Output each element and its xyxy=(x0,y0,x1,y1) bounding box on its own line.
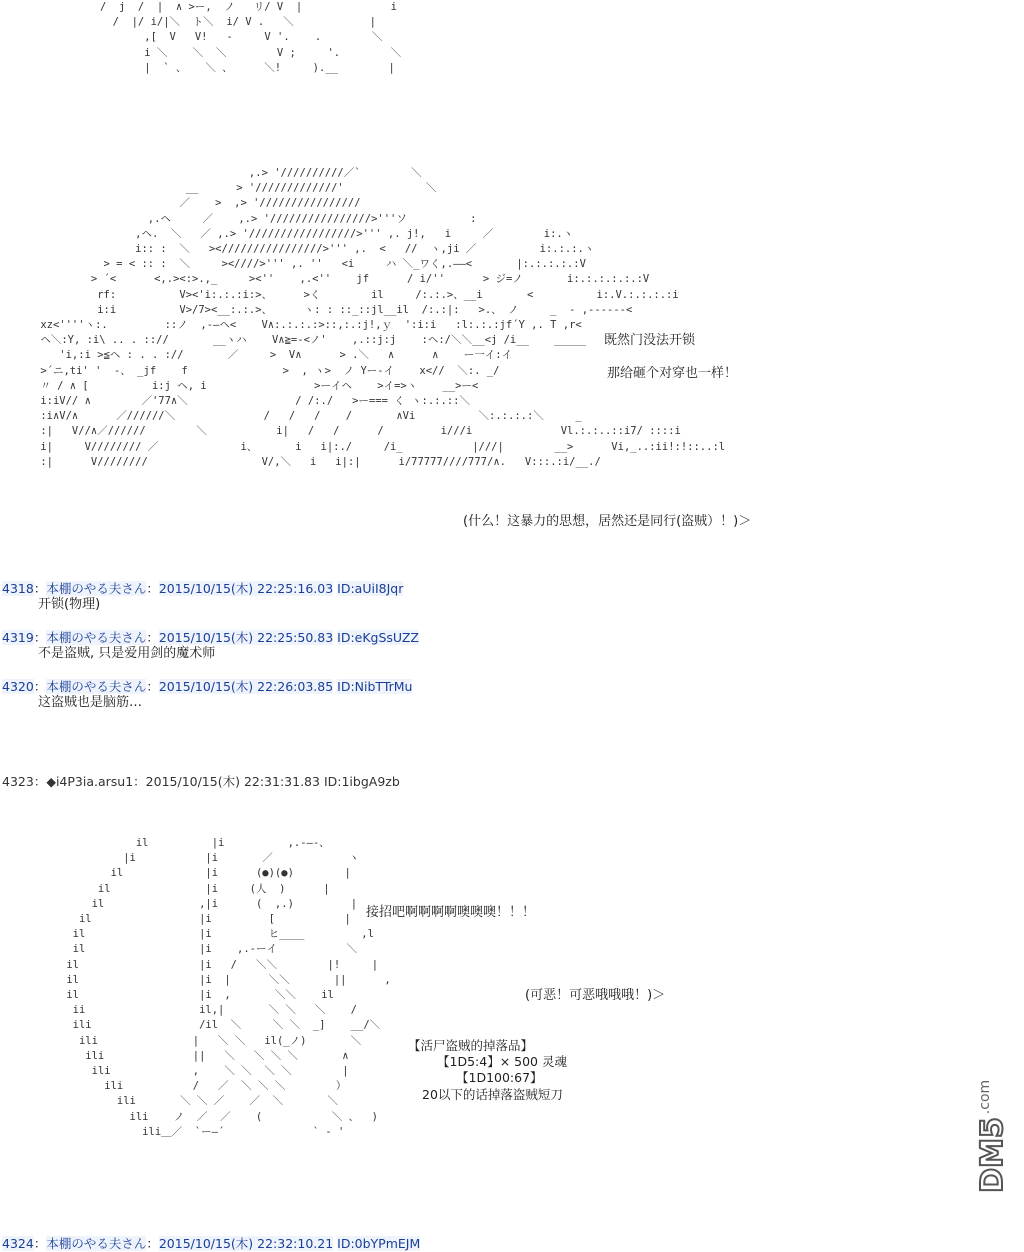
post-separator: ： xyxy=(33,679,47,694)
post-separator: ： xyxy=(146,1236,159,1251)
svg-text:.com: .com xyxy=(977,1080,993,1115)
post-number[interactable]: 4320 xyxy=(2,679,34,694)
post-header-4318 xyxy=(2,581,403,597)
post-number[interactable]: 4318 xyxy=(2,581,34,596)
loot-roll-souls: 【1D5:4】× 500 灵魂 xyxy=(437,1054,567,1069)
post-date: 2015/10/15(木) 22:25:50.83 xyxy=(158,630,334,645)
post-header-4319 xyxy=(2,630,419,646)
post-separator: ： xyxy=(146,679,159,694)
post-id[interactable]: ID:1ibgA9zb xyxy=(323,774,400,789)
post-number[interactable]: 4324 xyxy=(2,1236,34,1251)
post-number[interactable]: 4319 xyxy=(2,630,34,645)
post-date: 2015/10/15(木) 22:32:10.21 xyxy=(158,1236,334,1251)
post-separator: ： xyxy=(146,581,159,596)
post-separator: ： xyxy=(33,581,47,596)
loot-roll-d100: 【1D100:67】 xyxy=(456,1070,543,1085)
post-name: 本棚のやる夫さん xyxy=(46,581,147,596)
post-id[interactable]: ID:NibTTrMu xyxy=(337,679,413,694)
post-name: 本棚のやる夫さん xyxy=(46,1236,147,1251)
post-separator: ： xyxy=(33,630,47,645)
post-separator: ： xyxy=(133,774,146,789)
post-header-4320 xyxy=(2,679,412,695)
svg-text:DM5: DM5 xyxy=(975,1117,1010,1193)
post-date: 2015/10/15(木) 22:31:31.83 xyxy=(145,774,320,789)
post-body-4319: 不是盗贼, 只是爱用剑的魔术师 xyxy=(38,646,216,661)
post-header-4324 xyxy=(2,1236,420,1252)
post-body-4318: 开锁(物理) xyxy=(38,597,101,612)
caption-reply: (可恶！可恶哦哦哦！)＞ xyxy=(525,988,666,1003)
post-name: 本棚のやる夫さん xyxy=(46,630,147,645)
post-separator: ： xyxy=(146,630,159,645)
caption-shout: 接招吧啊啊啊啊噢噢噢！！！ xyxy=(366,905,536,920)
caption-thought: (什么！这暴力的思想，居然还是同行(盗贼）！)＞ xyxy=(463,514,752,529)
ascii-art-top: / j / | ∧ >ー, ノ リ/ V | i / |/ i/|＼ ト＼ i/ V . ＼ | ,[ V V! ‐ V '. . ＼ i ＼ ＼ ＼ V ; '. ＼ | ` 、 ＼ 、 ＼! ).__ | xyxy=(100,1,402,74)
post-body-4320: 这盗贼也是脑筋… xyxy=(38,695,143,710)
post-id[interactable]: ID:0bYPmEJM xyxy=(337,1236,421,1251)
loot-rule: 20以下的话掉落盗贼短刀 xyxy=(422,1087,563,1102)
post-separator: ： xyxy=(33,774,47,789)
post-id[interactable]: ID:eKgSsUZZ xyxy=(337,630,419,645)
post-separator: ： xyxy=(33,1236,47,1251)
caption-line2: 那给砸个对穿也一样！ xyxy=(607,366,738,381)
dm5-watermark-logo xyxy=(972,1080,1012,1230)
post-number[interactable]: 4323 xyxy=(2,774,34,789)
post-id[interactable]: ID:aUiI8Jqr xyxy=(337,581,404,596)
post-date: 2015/10/15(木) 22:26:03.85 xyxy=(158,679,334,694)
post-date: 2015/10/15(木) 22:25:16.03 xyxy=(158,581,334,596)
ascii-art-bottom: il |i ,.-―-、 |i |i ／ ヽ il |i (●)(●) | il |i (人 ) | il ,|i ( ,.) | il |i [ | il |i ヒ____ ,l il |i ,.-ーイ ＼ il |i / ＼＼ |! | il |i | ＼＼ || , il |i , ＼＼ il ii il,| ＼ ＼ ＼ / ili /il ＼ ＼ ＼ _] __/＼ ili | ＼ ＼ il(_ノ) ＼ ili || ＼ ＼ ＼ ＼ ∧ ili , ＼ ＼ ＼ ＼ | ili / ／ ＼ ＼ ＼ ） ili ＼ ＼ ／ ／ ＼ ＼ ili ノ ／ ／ ( ＼ 、 ) ili＿／ `ー―´ ` ‐ ' xyxy=(66,837,391,1138)
ascii-art-middle: ,.> '//////////／` ＼ __ > '/////////////' ＼ ／ > ,> '//////////////// ,.ヘ ／ ,.> '////////////////>'''ソ : ,ヘ. ＼ ／ ,.> '/////////////////>''' ,. j!, i ／ i:.ヽ i:: : ＼ ><////////////////>''' ,. < // ヽ,ji ／ i:.:.:.ヽ > = < :: : ＼ ><////>''' ,. '' <i ハ ＼_ワく,.――< |:.:.:.:.:V > ´< <,.><:>.,_ ><'' ,.<'' jf / i/'' > ジ=ノ i:.:.:.:.:.:V rf: V><'i:.:.:i:>、 >く il /:.:.>、__i < i:.V.:.:.:.:i i:i V>/7><__:.:.>、 ヽ: : ::_::jl__il /:.:|: >.、 ノ _ - ,------< xz<''''ヽ:. ::ノ ,-―ヘ< V∧:.:.:.:>::,:.:j!,ｙ ':i:i :l:.:.:jf´Y ,. T ,r< ヘ＼:Y, :i\ .. . ::// __ヽハ V∧≧=-<ノ' ,.::j:j :ヘ:/＼＼__<j /i__ _____ 'i,:i >≦ヘ : . . :// ／ > V∧ > .＼ ∧ ∧ ー一イ:イ >´ニ,ti' ' ‐、 _jf f > , ヽ> ノ Yー-イ x<// ＼:. _/ 〃 / ∧ [ i:j ヘ, i >ーイヘ >イ=>ヽ __>ー< i:iV// ∧ ／'77∧＼ / /:./ >ー=== く ヽ:.:.::＼ :i∧V/∧ ／//////＼ / / / / ∧Vi ＼:.:.:.:＼ _ :| V//∧／////// ＼ i| / / / i///i Vl.:.:..::i7/ ::::i i| V//////// ／ i、 i i|:./ /i_ |///| __> Vi,_..:ii!:!::..:l :| V//////// V/,＼ i i|:| i/77777////777/∧. V:::.:i/__./ xyxy=(40,167,726,468)
post-name: ◆i4P3ia.arsu1 xyxy=(46,774,134,789)
loot-title: 【活尸盗贼的掉落品】 xyxy=(408,1038,534,1053)
caption-line1: 既然门没法开锁 xyxy=(604,333,696,348)
post-header-4323 xyxy=(2,774,400,790)
post-name: 本棚のやる夫さん xyxy=(46,679,147,694)
